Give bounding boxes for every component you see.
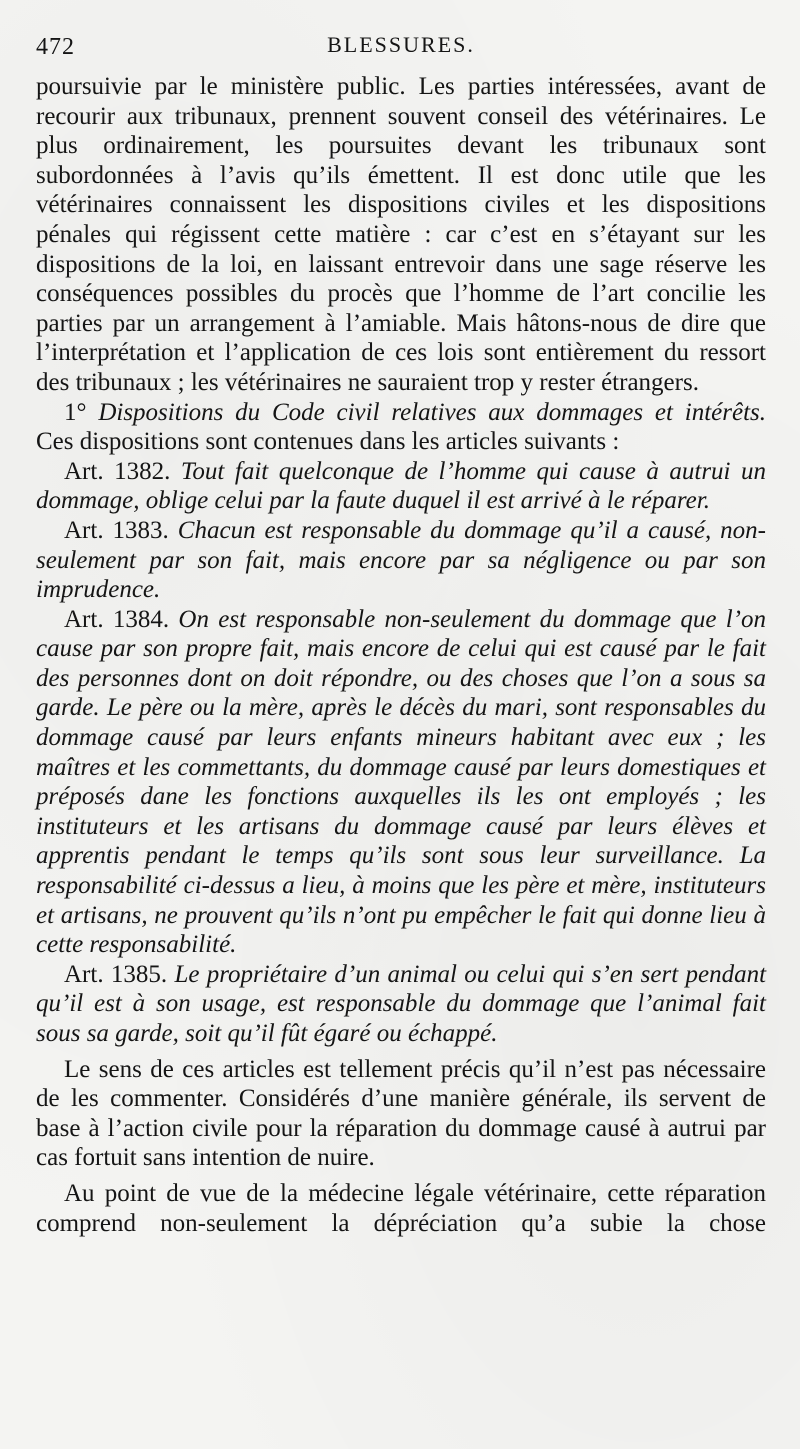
article-1383-text: Chacun est responsable du dommage qu’il a causé, non-seulement par son fait, mais encore par sa négligence ou par son imprudence. <box>36 516 767 604</box>
article-1383-label: Art. 1383. <box>64 516 169 544</box>
paragraph-intro: poursuivie par le ministère public. Les parties intéressées, avant de recourir aux tribunaux, prennent souvent conseil des vétérinaires. Le plus ordinairement, les poursuites devant les tribunaux sont subordonnées à l’avis qu’ils émettent. Il est donc utile que les vétérinaires connaissent les dispositions civiles et les dispositions pénales qui régissent cette matière : car c’est en s’étayant sur les dispositions de la loi, en laissant entrevoir dans une sage réserve les conséquences possibles du procès que l’homme de l’art concilie les parties par un arrangement à l’amiable. Mais hâtons-nous de dire que l’interprétation et l’application de ces lois sont entièrement du ressort des tribunaux ; les vétérinaires ne sauraient trop y rester étrangers. <box>36 73 766 396</box>
body-text <box>36 72 766 1238</box>
section-intro: Ces dispositions sont contenues dans les articles suivants : <box>36 428 620 456</box>
article-1384 <box>36 605 766 960</box>
section-heading <box>36 398 766 428</box>
article-1385 <box>36 960 766 1049</box>
article-1383 <box>36 516 766 605</box>
article-1385-label: Art. 1385. <box>64 960 168 988</box>
article-1382 <box>36 457 766 516</box>
paragraph-medecine: Au point de vue de la médecine légale vétérinaire, cette réparation comprend non-seulement la dépréciation qu’a subie la chose <box>36 1179 766 1237</box>
section-number: 1° <box>64 398 87 426</box>
article-1385-text: Le propriétaire d’un animal ou celui qui s’en sert pendant qu’il est à son usage, est responsable du dommage que l’animal fait sous sa garde, soit qu’il fût égaré ou échappé. <box>36 960 767 1047</box>
running-head: BLESSURES. <box>327 32 475 57</box>
page-header <box>36 28 766 72</box>
article-1382-label: Art. 1382. <box>64 457 171 485</box>
section-title: Dispositions du Code civil relatives aux dommages et intérêts. <box>98 398 767 426</box>
article-1384-label: Art. 1384. <box>64 605 170 633</box>
page-number: 472 <box>36 34 75 60</box>
article-1384-text: On est responsable non-seulement du dommage que l’on cause par son propre fait, mais encore de celui qui est causé par le fait des personnes dont on doit répondre, ou des choses que l’on a sous sa garde. Le père ou la mère, après le décès du mari, sont responsables du dommage causé par leurs enfants mineurs habitant avec eux ; les maîtres et les commettants, du dommage causé par leurs domestiques et préposés dane les fonctions auxquelles ils les ont employés ; les instituteurs et les artisans du dommage causé par leurs élèves et apprentis pendant le temps qu’ils sont sous leur surveillance. La responsabilité ci-dessus a lieu, à moins que les père et mère, instituteurs et artisans, ne prouvent qu’ils n’ont pu empêcher le fait qui donne lieu à cette responsabilité. <box>36 605 767 959</box>
paragraph-sens: Le sens de ces articles est tellement précis qu’il n’est pas nécessaire de les commenter. Considérés d’une manière générale, ils servent de base à l’action civile pour la réparation du dommage causé à autrui par cas fortuit sans intention de nuire. <box>36 1055 766 1172</box>
article-1382-text: Tout fait quelconque de l’homme qui cause à autrui un dommage, oblige celui par la faute duquel il est arrivé à le réparer. <box>36 457 767 515</box>
